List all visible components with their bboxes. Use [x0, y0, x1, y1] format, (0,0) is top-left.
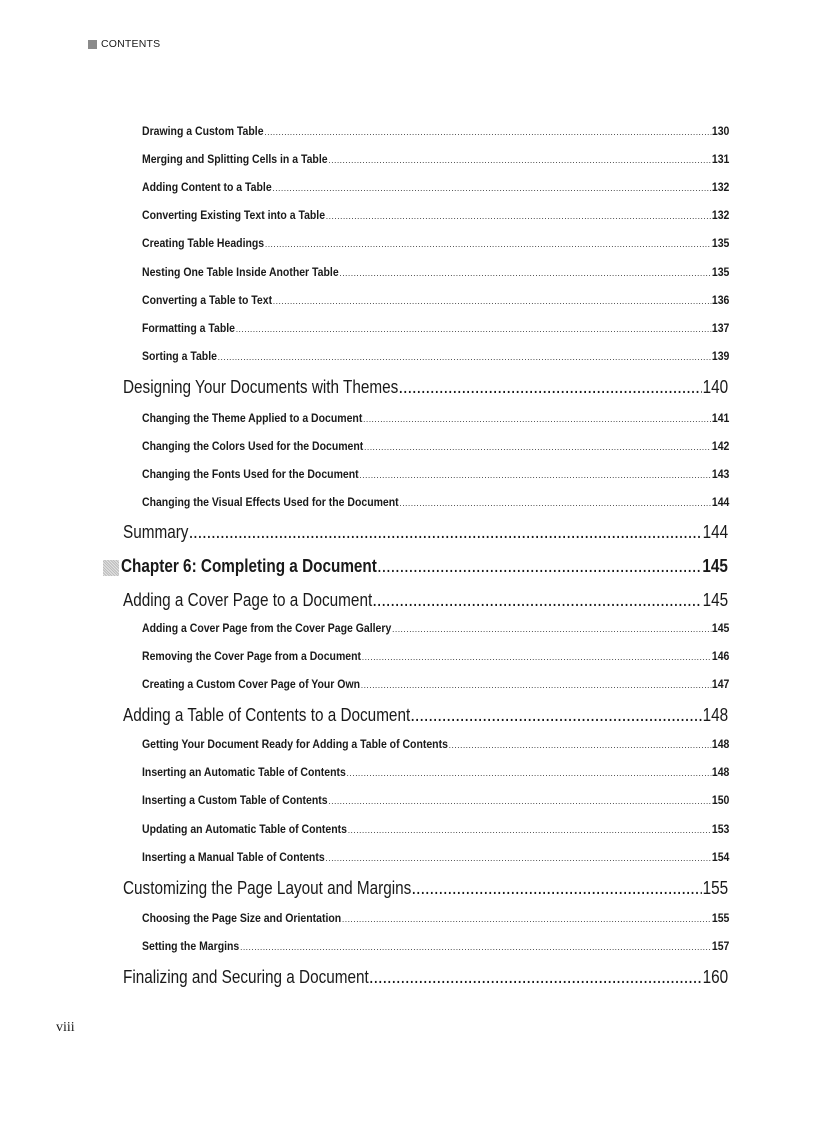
toc-entry-title: Designing Your Documents with Themes — [123, 377, 399, 397]
toc-subsection-entry[interactable] — [142, 124, 729, 138]
toc-entry-page: 148 — [711, 737, 730, 751]
dot-leader — [449, 740, 711, 750]
toc-subsection-entry[interactable] — [142, 208, 729, 222]
toc-subsection-entry[interactable] — [142, 850, 729, 864]
dot-leader — [412, 881, 702, 897]
dot-leader — [189, 525, 701, 541]
dot-leader — [348, 825, 711, 835]
running-header — [88, 38, 160, 50]
toc-subsection-entry[interactable] — [142, 467, 729, 481]
toc-entry-page: 142 — [711, 439, 730, 453]
toc-entry-page: 160 — [702, 967, 729, 987]
dot-leader — [347, 768, 711, 778]
dot-leader — [362, 652, 711, 662]
dot-leader — [218, 352, 711, 362]
toc-entry-page: 145 — [711, 621, 730, 635]
toc-entry-page: 143 — [711, 467, 730, 481]
toc-entry-title: Creating a Custom Cover Page of Your Own — [142, 677, 361, 691]
toc-entry-title: Inserting a Manual Table of Contents — [142, 850, 325, 864]
toc-subsection-entry[interactable] — [142, 439, 729, 453]
toc-entry-title: Merging and Splitting Cells in a Table — [142, 152, 328, 166]
toc-entry-page: 130 — [711, 124, 730, 138]
toc-entry-title: Inserting an Automatic Table of Contents — [142, 765, 346, 779]
dot-leader — [328, 155, 711, 165]
toc-entry-title: Getting Your Document Ready for Adding a Table of Contents — [142, 737, 448, 751]
dot-leader — [411, 708, 702, 724]
toc-entry-title: Changing the Colors Used for the Document — [142, 439, 364, 453]
toc-entry-title: Adding a Table of Contents to a Document — [123, 705, 411, 725]
dot-leader — [240, 942, 711, 952]
toc-section-entry[interactable] — [123, 522, 728, 543]
toc-entry-page: 139 — [711, 349, 730, 363]
dot-leader — [273, 296, 711, 306]
dot-leader — [364, 442, 711, 452]
dot-leader — [340, 268, 712, 278]
toc-entry-page: 146 — [711, 649, 730, 663]
toc-entry-page: 132 — [711, 208, 730, 222]
dot-leader — [236, 324, 711, 334]
toc-entry-page: 144 — [711, 495, 730, 509]
toc-entry-page: 137 — [711, 321, 730, 335]
toc-subsection-entry[interactable] — [142, 677, 729, 691]
header-label: CONTENTS — [101, 38, 161, 50]
chapter-marker-icon — [103, 560, 119, 576]
toc-section-entry[interactable] — [123, 967, 728, 988]
dot-leader — [326, 853, 711, 863]
toc-entry-title: Nesting One Table Inside Another Table — [142, 265, 339, 279]
toc-entry-title: Chapter 6: Completing a Document — [121, 556, 377, 576]
toc-chapter-entry[interactable] — [121, 556, 728, 577]
toc-entry-page: 155 — [711, 911, 730, 925]
toc-subsection-entry[interactable] — [142, 495, 729, 509]
dot-leader — [273, 183, 712, 193]
toc-entry-page: 154 — [711, 850, 730, 864]
toc-entry-page: 155 — [702, 878, 729, 898]
toc-entry-title: Choosing the Page Size and Orientation — [142, 911, 342, 925]
dot-leader — [359, 470, 711, 480]
toc-entry-title: Adding a Cover Page from the Cover Page Gallery — [142, 621, 392, 635]
toc-entry-title: Sorting a Table — [142, 349, 217, 363]
toc-entry-page: 135 — [711, 236, 730, 250]
dot-leader — [328, 796, 711, 806]
toc-entry-title: Customizing the Page Layout and Margins — [123, 878, 412, 898]
dot-leader — [326, 211, 711, 221]
toc-entry-page: 132 — [711, 180, 730, 194]
toc-entry-title: Formatting a Table — [142, 321, 235, 335]
toc-entry-page: 135 — [711, 265, 730, 279]
dot-leader — [378, 559, 702, 575]
toc-subsection-entry[interactable] — [142, 649, 729, 663]
toc-subsection-entry[interactable] — [142, 911, 729, 925]
toc-entry-page: 153 — [711, 822, 730, 836]
toc-subsection-entry[interactable] — [142, 265, 729, 279]
dot-leader — [400, 498, 712, 508]
toc-entry-page: 148 — [711, 765, 730, 779]
toc-subsection-entry[interactable] — [142, 321, 729, 335]
toc-subsection-entry[interactable] — [142, 236, 729, 250]
dot-leader — [265, 239, 711, 249]
toc-entry-page: 145 — [702, 556, 728, 576]
toc-entry-title: Adding a Cover Page to a Document — [123, 590, 373, 610]
dot-leader — [363, 414, 711, 424]
toc-subsection-entry[interactable] — [142, 822, 729, 836]
dot-leader — [373, 593, 702, 609]
toc-entry-page: 141 — [711, 411, 730, 425]
toc-subsection-entry[interactable] — [142, 765, 729, 779]
toc-entry-title: Drawing a Custom Table — [142, 124, 264, 138]
toc-section-entry[interactable] — [123, 377, 728, 398]
toc-subsection-entry[interactable] — [142, 939, 729, 953]
toc-entry-page: 144 — [702, 522, 729, 542]
dot-leader — [392, 624, 711, 634]
toc-entry-page: 145 — [702, 590, 729, 610]
toc-section-entry[interactable] — [123, 705, 728, 726]
toc-entry-page: 147 — [711, 677, 730, 691]
toc-subsection-entry[interactable] — [142, 152, 729, 166]
toc-entry-title: Converting a Table to Text — [142, 293, 273, 307]
toc-entry-page: 131 — [711, 152, 730, 166]
header-square-icon — [88, 40, 97, 49]
toc-entry-page: 150 — [711, 793, 730, 807]
dot-leader — [264, 127, 711, 137]
toc-entry-title: Setting the Margins — [142, 939, 240, 953]
toc-subsection-entry[interactable] — [142, 180, 729, 194]
toc-entry-title: Finalizing and Securing a Document — [123, 967, 369, 987]
toc-entry-title: Changing the Theme Applied to a Document — [142, 411, 363, 425]
dot-leader — [399, 380, 702, 396]
toc-entry-title: Changing the Visual Effects Used for the Document — [142, 495, 399, 509]
toc-section-entry[interactable] — [123, 878, 728, 899]
toc-subsection-entry[interactable] — [142, 621, 729, 635]
dot-leader — [342, 914, 711, 924]
toc-entry-page: 140 — [702, 377, 729, 397]
toc-subsection-entry[interactable] — [142, 411, 729, 425]
dot-leader — [370, 970, 702, 986]
dot-leader — [361, 680, 711, 690]
toc-entry-title: Removing the Cover Page from a Document — [142, 649, 361, 663]
toc-subsection-entry[interactable] — [142, 737, 729, 751]
toc-entry-page: 148 — [702, 705, 729, 725]
toc-entry-page: 136 — [711, 293, 730, 307]
toc-entry-title: Creating Table Headings — [142, 236, 265, 250]
toc-entry-title: Converting Existing Text into a Table — [142, 208, 326, 222]
toc-section-entry[interactable] — [123, 590, 728, 611]
toc-entry-title: Summary — [123, 522, 189, 542]
toc-entry-title: Changing the Fonts Used for the Document — [142, 467, 359, 481]
toc-entry-page: 157 — [711, 939, 730, 953]
page-number: viii — [56, 1020, 75, 1035]
toc-entry-title: Updating an Automatic Table of Contents — [142, 822, 347, 836]
toc-subsection-entry[interactable] — [142, 793, 729, 807]
toc-entry-title: Adding Content to a Table — [142, 180, 272, 194]
toc-subsection-entry[interactable] — [142, 293, 729, 307]
toc-subsection-entry[interactable] — [142, 349, 729, 363]
toc-entry-title: Inserting a Custom Table of Contents — [142, 793, 328, 807]
